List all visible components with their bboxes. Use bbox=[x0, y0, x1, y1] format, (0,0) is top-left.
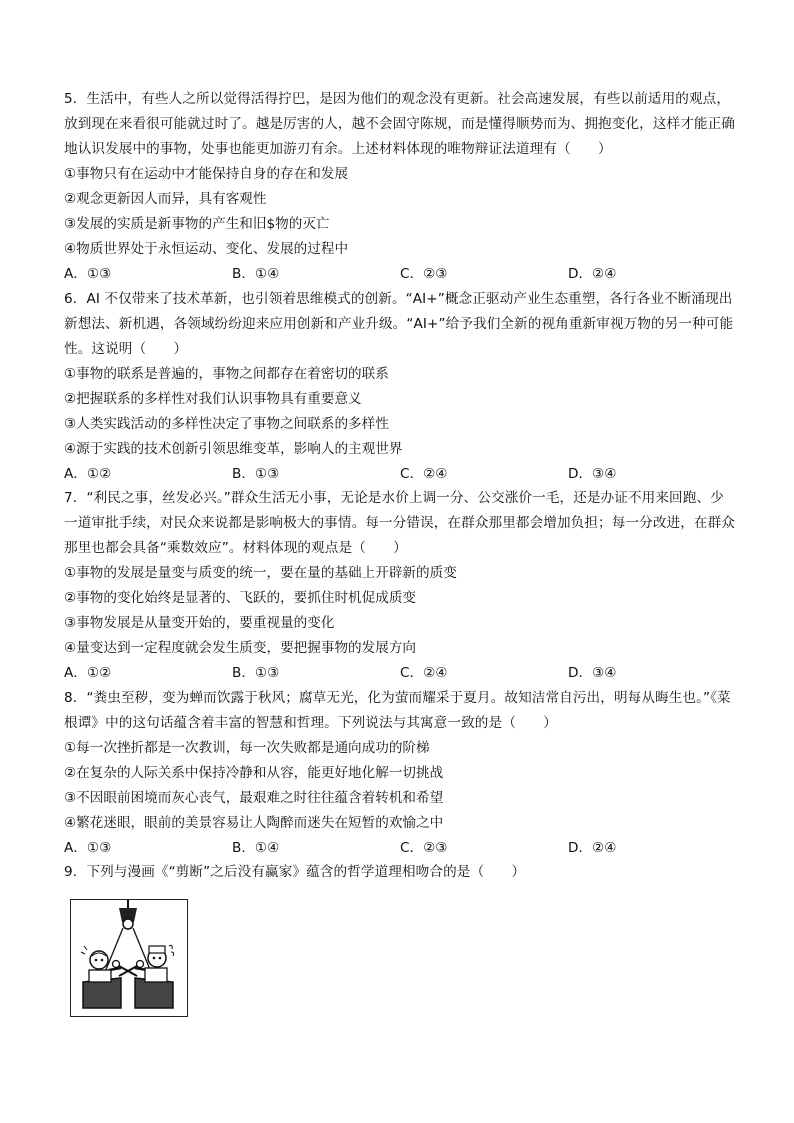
choice-d: D．②④ bbox=[568, 840, 617, 856]
option-item: ①事物的发展是量变与质变的统一，要在量的基础上开辟新的质变 bbox=[64, 565, 457, 581]
option-item: ④繁花迷眼，眼前的美景容易让人陶醉而迷失在短暂的欢愉之中 bbox=[64, 815, 444, 831]
option-item: ①事物的联系是普遍的，事物之间都存在着密切的联系 bbox=[64, 366, 389, 382]
question-stem: 6．AI 不仅带来了技术革新，也引领着思维模式的创新。“AI+”概念正驱动产业生态重塑，各行各业不断涌现出新想法、新机遇，各领域纷纷迎来应用创新和产业升级。“AI+”给予我们全新的视角重新审视万物的另一种可能性。这说明（ ） bbox=[64, 291, 734, 357]
option-item: ①每一次挫折都是一次教训，每一次失败都是通向成功的阶梯 bbox=[64, 740, 430, 756]
option-item: ③人类实践活动的多样性决定了事物之间联系的多样性 bbox=[64, 416, 389, 432]
choice-c: C．②③ bbox=[400, 840, 448, 856]
answer-choices bbox=[64, 262, 736, 287]
question-9 bbox=[64, 860, 736, 885]
answer-choices bbox=[64, 462, 736, 487]
question-stem: 8．“粪虫至秽，变为蝉而饮露于秋风；腐草无光，化为萤而耀采于夏月。故知洁常自污出，明每从晦生也。”《菜根谭》中的这句话蕴含着丰富的智慧和哲理。下列说法与其寓意一致的是（ ） bbox=[64, 690, 731, 731]
option-item: ④物质世界处于永恒运动、变化、发展的过程中 bbox=[64, 241, 349, 257]
choice-c: C．②③ bbox=[400, 266, 448, 282]
choice-c: C．②④ bbox=[400, 665, 448, 681]
choice-b: B．①④ bbox=[232, 266, 280, 282]
choice-a: A．①③ bbox=[64, 840, 112, 856]
choice-a: A．①③ bbox=[64, 266, 112, 282]
answer-choices bbox=[64, 661, 736, 686]
choice-d: D．②④ bbox=[568, 266, 617, 282]
option-item: ②在复杂的人际关系中保持冷静和从容，能更好地化解一切挑战 bbox=[64, 765, 444, 781]
choice-c: C．②④ bbox=[400, 466, 448, 482]
question-7 bbox=[64, 486, 736, 686]
choice-b: B．①③ bbox=[232, 665, 280, 681]
choice-b: B．①④ bbox=[232, 840, 280, 856]
option-item: ③发展的实质是新事物的产生和旧$物的灭亡 bbox=[64, 216, 330, 232]
question-stem: 5．生活中，有些人之所以觉得活得拧巴，是因为他们的观念没有更新。社会高速发展，有些以前适用的观点，放到现在来看很可能就过时了。越是厉害的人，越不会固守陈规，而是懂得顺势而为、拥抱变化，这样才能正确地认识发展中的事物，处事也能更加游刃有余。上述材料体现的唯物辩证法道理有（ ） bbox=[64, 91, 735, 157]
choice-b: B．①③ bbox=[232, 466, 280, 482]
option-item: ③事物发展是从量变开始的，要重视量的变化 bbox=[64, 615, 335, 631]
option-item: ②事物的变化始终是显著的、飞跃的，要抓住时机促成质变 bbox=[64, 590, 417, 606]
option-item: ①事物只有在运动中才能保持自身的存在和发展 bbox=[64, 166, 349, 182]
option-item: ②把握联系的多样性对我们认识事物具有重要意义 bbox=[64, 391, 362, 407]
question-stem: 7．“利民之事，丝发必兴。”群众生活无小事，无论是水价上调一分、公交涨价一毛，还是办证不用来回跑、少一道审批手续，对民众来说都是影响极大的事情。每一分错误，在群众那里都会增加负担；每一分改进，在群众那里也都会具备“乘数效应”。材料体现的观点是（ ） bbox=[64, 490, 735, 556]
option-item: ④量变达到一定程度就会发生质变，要把握事物的发展方向 bbox=[64, 640, 417, 656]
choice-a: A．①② bbox=[64, 466, 112, 482]
question-8 bbox=[64, 686, 736, 861]
question-6 bbox=[64, 287, 736, 487]
cartoon-image bbox=[70, 899, 188, 1017]
question-stem: 9．下列与漫画《“剪断”之后没有赢家》蕴含的哲学道理相吻合的是（ ） bbox=[64, 864, 526, 880]
choice-d: D．③④ bbox=[568, 466, 617, 482]
question-5 bbox=[64, 87, 736, 287]
choice-d: D．③④ bbox=[568, 665, 617, 681]
option-item: ③不因眼前困境而灰心丧气，最艰难之时往往蕴含着转机和希望 bbox=[64, 790, 444, 806]
option-item: ④源于实践的技术创新引领思维变革，影响人的主观世界 bbox=[64, 441, 403, 457]
answer-choices bbox=[64, 836, 736, 861]
option-item: ②观念更新因人而异，具有客观性 bbox=[64, 191, 267, 207]
choice-a: A．①② bbox=[64, 665, 112, 681]
